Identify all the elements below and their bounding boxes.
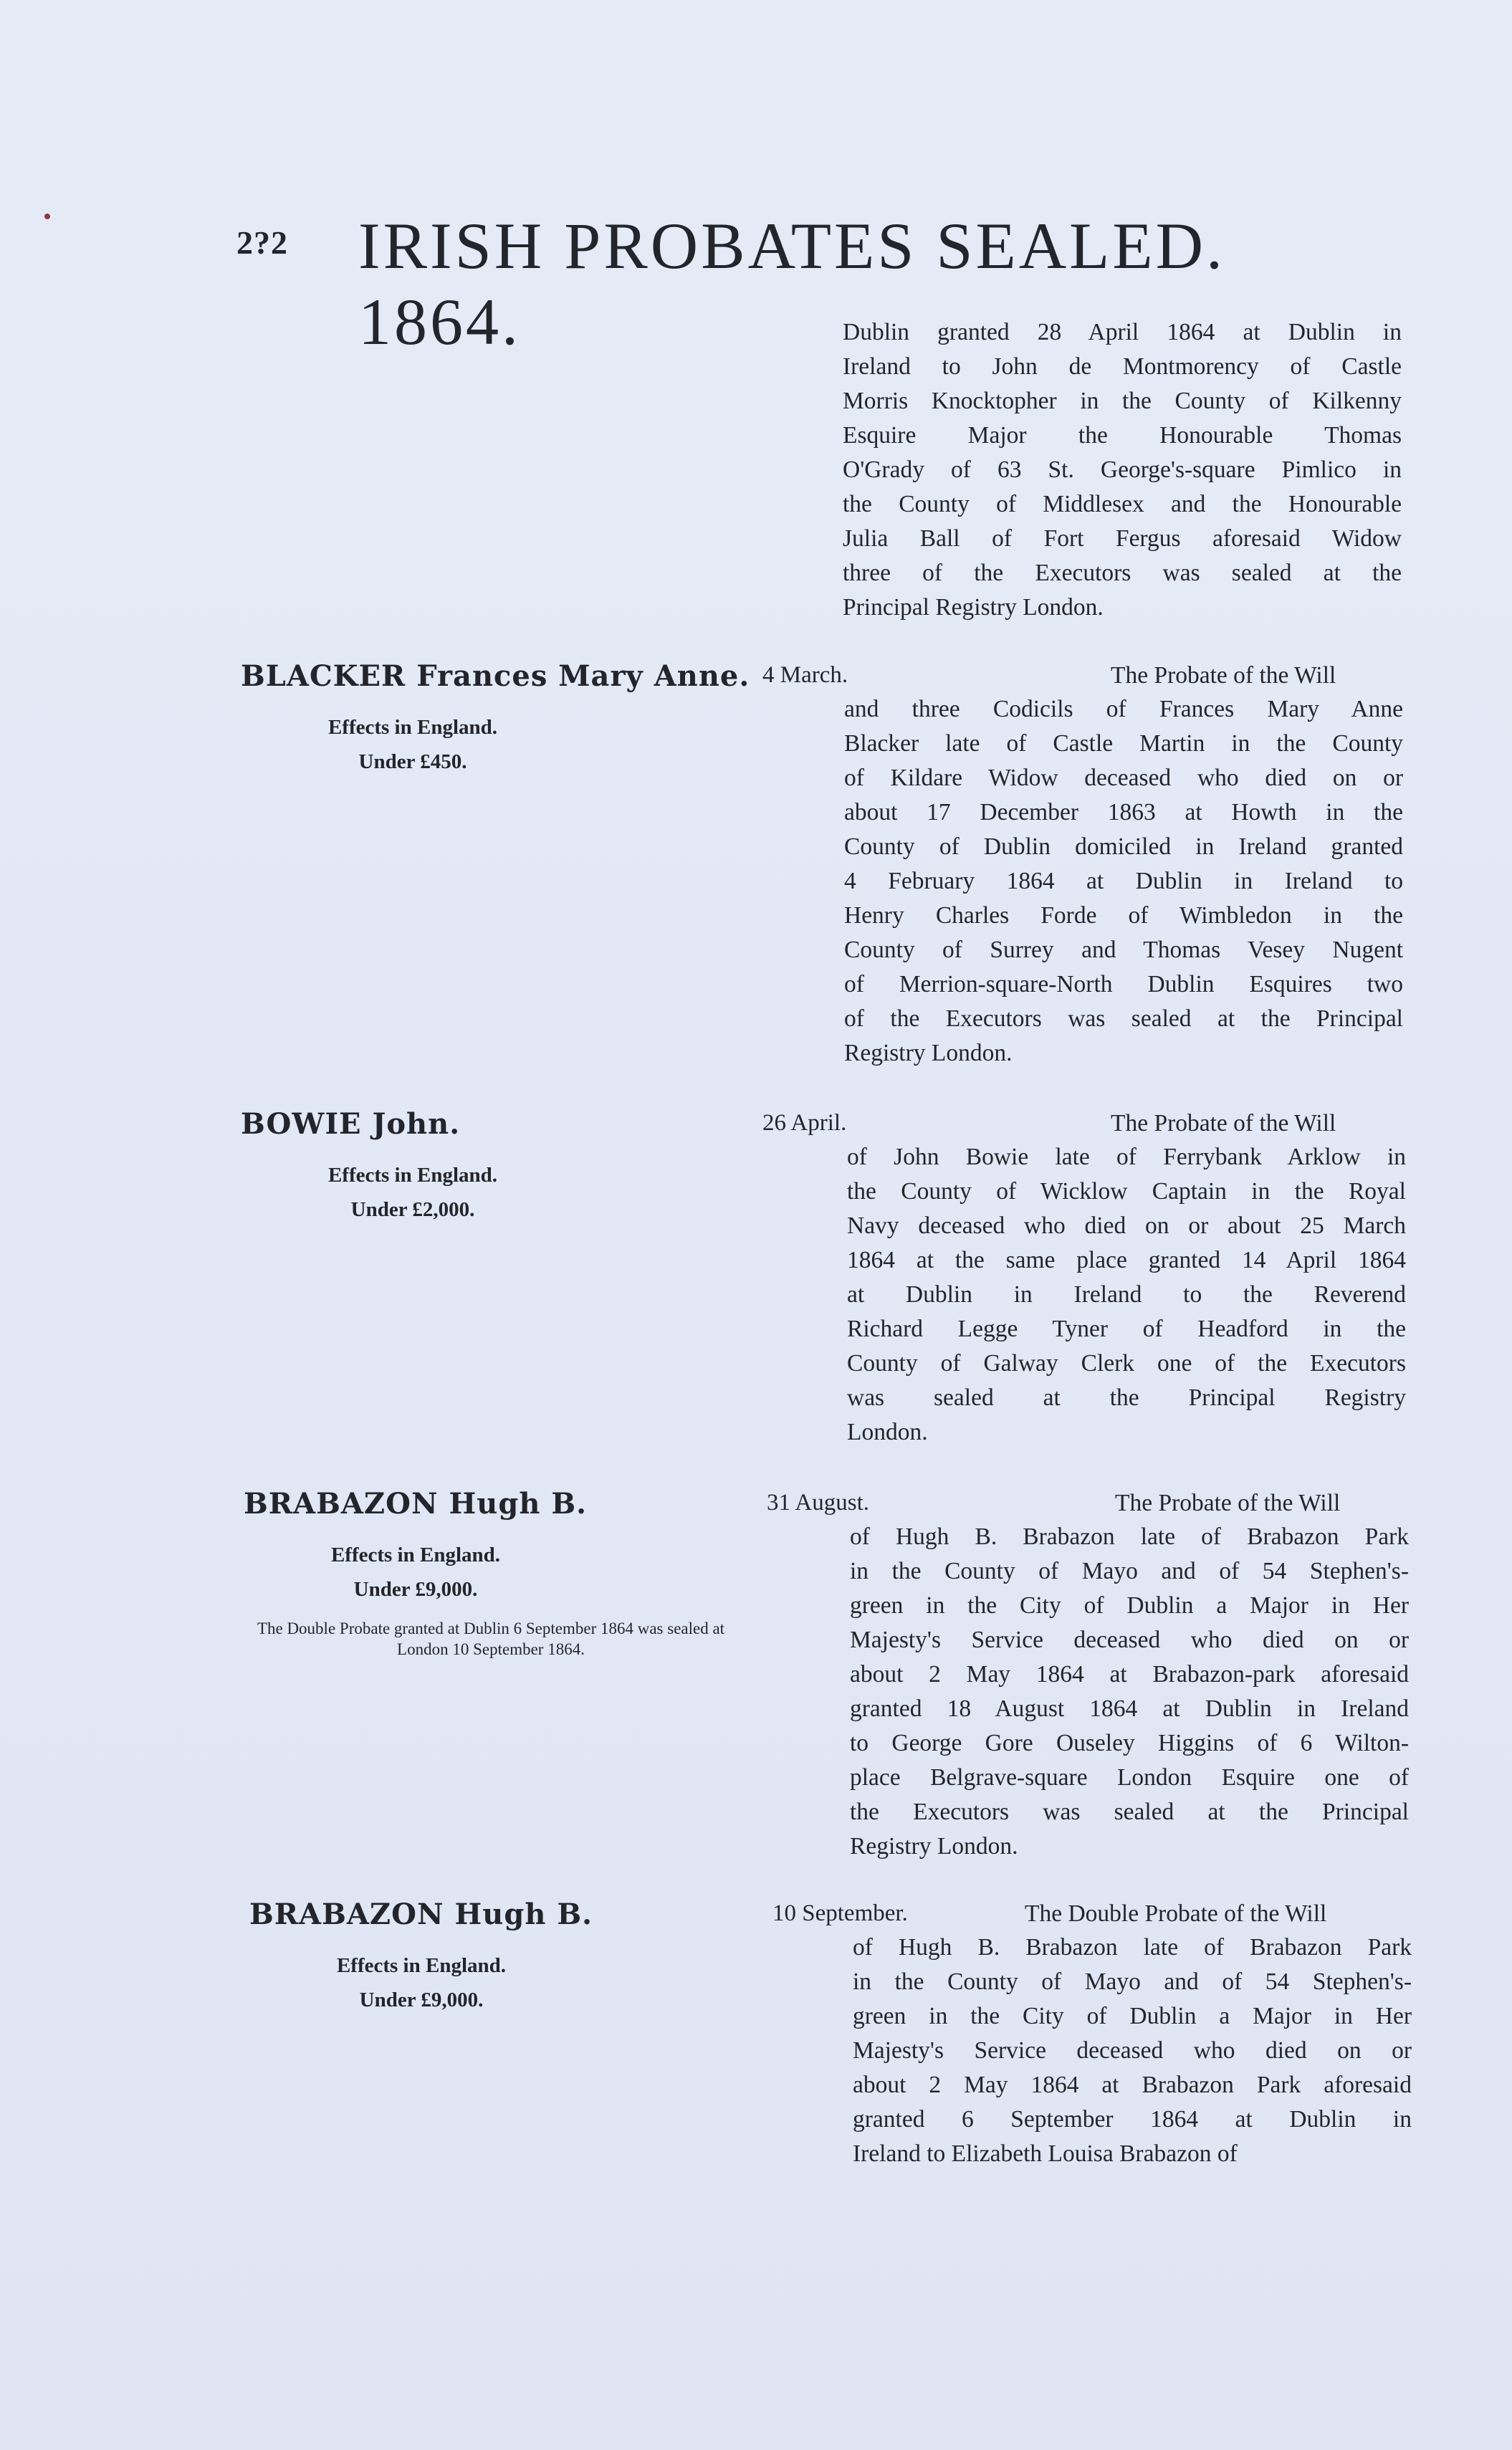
text-line: County of Galway Clerk one of the Executors xyxy=(847,1350,1406,1377)
surname: BRABAZON xyxy=(249,1898,444,1931)
entry-first-line: The Probate of the Will xyxy=(1111,1110,1336,1137)
text-line: of Hugh B. Brabazon late of Brabazon Park xyxy=(850,1523,1409,1550)
entry-date: 26 April. xyxy=(762,1110,847,1136)
text-line: Majesty's Service deceased who died on or xyxy=(850,1627,1409,1653)
effects-label: Effects in England. xyxy=(336,1954,507,1977)
entry-first-line: The Double Probate of the Will xyxy=(1025,1900,1327,1927)
decedent-name xyxy=(249,1898,751,1931)
text-line: about 2 May 1864 at Brabazon Park aforesaid xyxy=(853,2072,1412,2098)
text-line: the County of Wicklow Captain in the Royal xyxy=(847,1178,1406,1205)
text-line: of John Bowie late of Ferrybank Arklow in xyxy=(847,1144,1406,1170)
page-title: IRISH PROBATES SEALED. 1864. xyxy=(358,209,1226,358)
text-line: of the Executors was sealed at the Principal xyxy=(844,1005,1403,1032)
text-line: the Executors was sealed at the Principal xyxy=(850,1799,1409,1825)
text-line: Registry London. xyxy=(850,1833,1018,1860)
surname: BLACKER xyxy=(241,659,406,693)
text-line: green in the City of Dublin a Major in Her xyxy=(853,2003,1412,2029)
given-names: John. xyxy=(372,1107,461,1141)
text-line: Navy deceased who died on or about 25 March xyxy=(847,1212,1406,1239)
text-line: three of the Executors was sealed at the xyxy=(843,560,1402,586)
text-line: in the County of Mayo and of 54 Stephen's- xyxy=(850,1558,1409,1584)
effects-value: Under £9,000. xyxy=(353,1578,478,1601)
entry-first-line: The Probate of the Will xyxy=(1115,1490,1341,1516)
entry-text xyxy=(850,1520,1409,1864)
effects-value: Under £450. xyxy=(358,750,467,773)
text-line: the County of Middlesex and the Honourable xyxy=(843,491,1402,517)
text-line: Ireland to John de Montmorency of Castle xyxy=(843,353,1402,380)
surname: BOWIE xyxy=(241,1107,362,1141)
decedent-name xyxy=(244,1487,745,1521)
given-names: Hugh B. xyxy=(454,1898,593,1931)
text-line: of Merrion-square-North Dublin Esquires two xyxy=(844,971,1403,997)
text-line: of Kildare Widow deceased who died on or xyxy=(844,765,1403,791)
text-line: Dublin granted 28 April 1864 at Dublin in xyxy=(843,319,1402,345)
text-line: in the County of Mayo and of 54 Stephen's- xyxy=(853,1968,1412,1995)
entry-text xyxy=(844,692,1403,1071)
text-line: Henry Charles Forde of Wimbledon in the xyxy=(844,902,1403,929)
effects-block xyxy=(244,1538,588,1607)
effects-label: Effects in England. xyxy=(330,1544,501,1566)
given-names: Frances Mary Anne. xyxy=(416,659,750,693)
text-line: of Hugh B. Brabazon late of Brabazon Park xyxy=(853,1934,1412,1961)
page-number: 2?2 xyxy=(236,224,288,261)
entry-first-line: The Probate of the Will xyxy=(1111,662,1336,689)
ink-speck xyxy=(44,214,50,219)
text-line: County of Surrey and Thomas Vesey Nugent xyxy=(844,937,1403,963)
text-line: Registry London. xyxy=(844,1040,1013,1066)
text-line: granted 18 August 1864 at Dublin in Ireland xyxy=(850,1695,1409,1722)
entry-date: 10 September. xyxy=(772,1900,908,1926)
entry-date: 31 August. xyxy=(767,1490,870,1516)
text-line: Morris Knocktopher in the County of Kilkenny xyxy=(843,388,1402,414)
double-probate-note: The Double Probate granted at Dublin 6 September 1864 was sealed at London 10 September 1864. xyxy=(257,1619,725,1658)
text-line: O'Grady of 63 St. George's-square Pimlico in xyxy=(843,456,1402,483)
text-line: place Belgrave-square London Esquire one of xyxy=(850,1764,1409,1791)
entry-date: 4 March. xyxy=(762,662,848,688)
text-line: County of Dublin domiciled in Ireland granted xyxy=(844,833,1403,860)
text-line: to George Gore Ouseley Higgins of 6 Wilton- xyxy=(850,1730,1409,1756)
entry-text xyxy=(847,1140,1406,1450)
given-names: Hugh B. xyxy=(449,1487,588,1521)
text-line: at Dublin in Ireland to the Reverend xyxy=(847,1281,1406,1308)
decedent-name xyxy=(241,1107,742,1141)
entry-text xyxy=(853,1930,1412,2171)
continuation-text xyxy=(843,315,1402,625)
text-line: about 2 May 1864 at Brabazon-park aforesaid xyxy=(850,1661,1409,1688)
text-line: Ireland to Elizabeth Louisa Brabazon of xyxy=(853,2140,1238,2167)
text-line: London. xyxy=(847,1419,928,1445)
text-line: 4 February 1864 at Dublin in Ireland to xyxy=(844,868,1403,894)
effects-value: Under £9,000. xyxy=(359,1989,484,2011)
effects-block xyxy=(249,1948,593,2017)
text-line: 1864 at the same place granted 14 April 1864 xyxy=(847,1247,1406,1273)
text-line: was sealed at the Principal Registry xyxy=(847,1384,1406,1411)
text-line: and three Codicils of Frances Mary Anne xyxy=(844,696,1403,722)
effects-value: Under £2,000. xyxy=(350,1198,475,1221)
text-line: Blacker late of Castle Martin in the County xyxy=(844,730,1403,757)
text-line: Majesty's Service deceased who died on or xyxy=(853,2037,1412,2064)
effects-label: Effects in England. xyxy=(327,1164,498,1187)
text-line: Julia Ball of Fort Fergus aforesaid Widow xyxy=(843,525,1402,552)
text-line: about 17 December 1863 at Howth in the xyxy=(844,799,1403,826)
text-line: green in the City of Dublin a Major in Her xyxy=(850,1592,1409,1619)
surname: BRABAZON xyxy=(244,1487,439,1521)
effects-label: Effects in England. xyxy=(327,716,498,739)
text-line: Richard Legge Tyner of Headford in the xyxy=(847,1316,1406,1342)
text-line: Esquire Major the Honourable Thomas xyxy=(843,422,1402,449)
decedent-name xyxy=(241,659,750,693)
effects-block xyxy=(241,1158,585,1227)
text-line: Principal Registry London. xyxy=(843,594,1104,621)
text-line: granted 6 September 1864 at Dublin in xyxy=(853,2106,1412,2133)
effects-block xyxy=(241,710,585,779)
